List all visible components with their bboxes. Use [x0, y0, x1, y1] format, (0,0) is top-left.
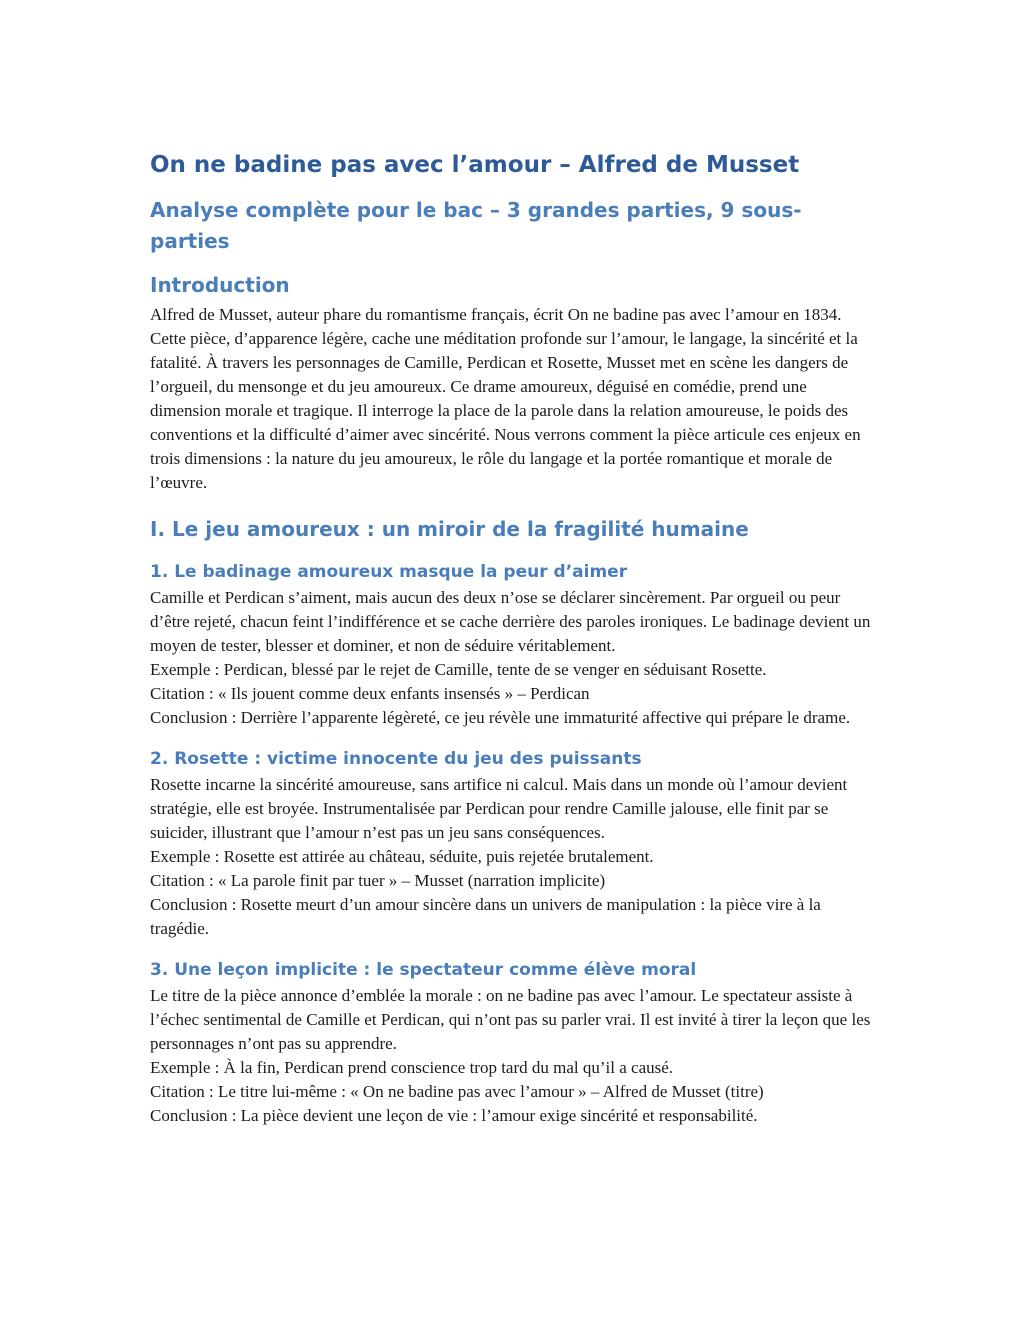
page-title: On ne badine pas avec l’amour – Alfred de Musset [150, 152, 800, 178]
introduction-heading: Introduction [150, 273, 290, 297]
subsection-2-citation-line: Citation : « La parole finit par tuer » – Musset (narration implicite) [150, 871, 606, 890]
subsection-3-body [150, 984, 872, 1128]
introduction-paragraph: Alfred de Musset, auteur phare du romantisme français, écrit On ne badine pas avec l’amour en 1834. Cette pièce, d’apparence légère, cache une méditation profonde sur l’amour, le langage, la sincérité et la fatalité. À travers les personnages de Camille, Perdican et Rosette, Musset met en scène les dangers de l’orgueil, du mensonge et du jeu amoureux. Ce drame amoureux, déguisé en comédie, prend une dimension morale et tragique. Il interroge la place de la parole dans la relation amoureuse, le poids des conventions et la difficulté d’aimer avec sincérité. Nous verrons comment la pièce articule ces enjeux en trois dimensions : la nature du jeu amoureux, le rôle du langage et la portée romantique et morale de l’œuvre. [150, 305, 861, 492]
subsection-3-exemple-line: Exemple : À la fin, Perdican prend conscience trop tard du mal qu’il a causé. [150, 1058, 674, 1077]
page-subtitle: Analyse complète pour le bac – 3 grandes parties, 9 sous-parties [150, 198, 802, 253]
subsection-2-heading: 2. Rosette : victime innocente du jeu des puissants [150, 749, 642, 769]
document-content [150, 150, 872, 1128]
subsection-3-paragraph: Le titre de la pièce annonce d’emblée la morale : on ne badine pas avec l’amour. Le spectateur assiste à l’échec sentimental de Camille et Perdican, qui n’ont pas su parler vrai. Il est invité à tirer la leçon que les personnages n’ont pas su apprendre. [150, 986, 871, 1053]
subsection-1-body [150, 586, 872, 730]
subsection-2-exemple-line: Exemple : Rosette est attirée au château, séduite, puis rejetée brutalement. [150, 847, 654, 866]
subsection-1-conclusion-line: Conclusion : Derrière l’apparente légèreté, ce jeu révèle une immaturité affective qui prépare le drame. [150, 708, 851, 727]
subsection-1-paragraph: Camille et Perdican s’aiment, mais aucun des deux n’ose se déclarer sincèrement. Par orgueil ou peur d’être rejeté, chacun feint l’indifférence et se cache derrière des paroles ironiques. Le badinage devient un moyen de tester, blesser et dominer, et non de séduire véritablement. [150, 588, 871, 655]
subsection-1-heading: 1. Le badinage amoureux masque la peur d’aimer [150, 562, 628, 582]
subsection-1-exemple-line: Exemple : Perdican, blessé par le rejet de Camille, tente de se venger en séduisant Rosette. [150, 660, 767, 679]
subsection-3-citation-line: Citation : Le titre lui-même : « On ne badine pas avec l’amour » – Alfred de Musset (titre) [150, 1082, 764, 1101]
subsection-3-heading: 3. Une leçon implicite : le spectateur comme élève moral [150, 960, 697, 980]
subsection-2-conclusion-line: Conclusion : Rosette meurt d’un amour sincère dans un univers de manipulation : la pièce vire à la tragédie. [150, 895, 821, 938]
subsection-2-paragraph: Rosette incarne la sincérité amoureuse, sans artifice ni calcul. Mais dans un monde où l’amour devient stratégie, elle est broyée. Instrumentalisée par Perdican pour rendre Camille jalouse, elle finit par se suicider, illustrant que l’amour n’est pas un jeu sans conséquences. [150, 775, 848, 842]
subsection-3-conclusion-line: Conclusion : La pièce devient une leçon de vie : l’amour exige sincérité et responsabilité. [150, 1106, 758, 1125]
subsection-1-citation-line: Citation : « Ils jouent comme deux enfants insensés » – Perdican [150, 684, 590, 703]
subsection-2-body [150, 773, 872, 941]
part1-heading: I. Le jeu amoureux : un miroir de la fragilité humaine [150, 517, 749, 541]
